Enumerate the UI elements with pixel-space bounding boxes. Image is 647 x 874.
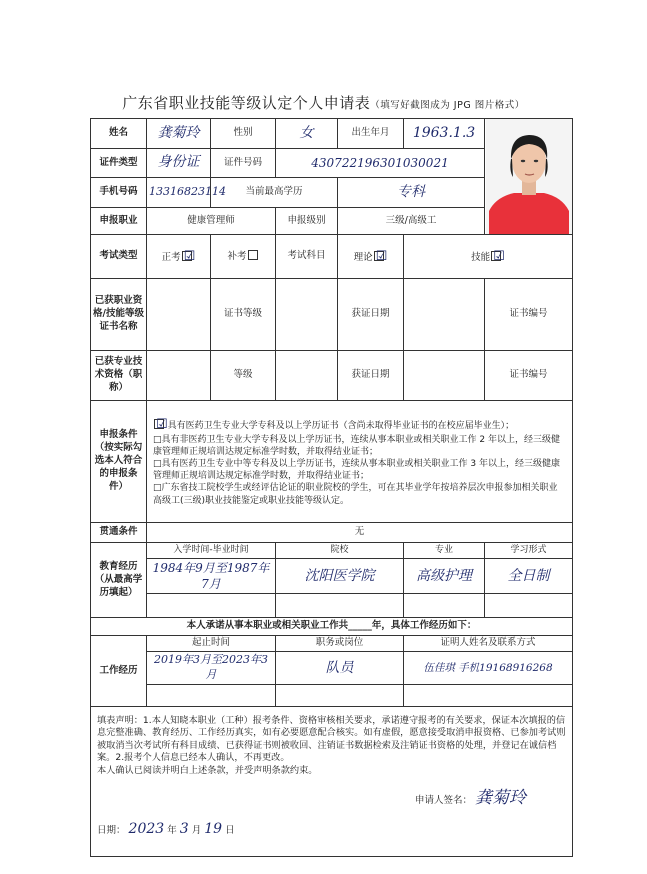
subject-skill-option bbox=[404, 235, 573, 279]
major-value: 高级护理 bbox=[404, 559, 485, 594]
edu-empty-cell bbox=[485, 594, 573, 618]
name-label: 姓名 bbox=[91, 119, 147, 149]
date-line bbox=[97, 820, 566, 839]
grade-label: 等级 bbox=[211, 351, 276, 401]
condition-item bbox=[153, 482, 566, 506]
level-label: 申报级别 bbox=[276, 207, 338, 234]
condition-checkbox: □ bbox=[153, 434, 162, 445]
study-mode-value: 全日制 bbox=[485, 559, 573, 594]
edu-history-label: 教育经历（从最高学历填起） bbox=[91, 543, 147, 618]
work-empty-cell bbox=[147, 685, 276, 707]
skill-tick-mark: ☑ bbox=[493, 248, 505, 264]
id-type-label: 证件类型 bbox=[91, 148, 147, 178]
declaration-confirm: 本人确认已阅读并明白上述条款，并受声明条款约束。 bbox=[97, 764, 318, 776]
condition-item bbox=[153, 458, 566, 482]
theory-tick-mark: ☑ bbox=[375, 248, 388, 264]
signature-label: 申请人签名： bbox=[414, 795, 472, 807]
work-period-header: 起止时间 bbox=[147, 636, 276, 652]
work-label: 工作经历 bbox=[91, 636, 147, 707]
exam-type-label: 考试类型 bbox=[91, 235, 147, 279]
tech-no-label: 证书编号 bbox=[485, 351, 573, 401]
table-row bbox=[91, 652, 573, 685]
condition-item bbox=[153, 434, 566, 458]
date-day: 19 bbox=[204, 821, 223, 838]
cert-level-label: 证书等级 bbox=[211, 279, 276, 351]
through-value: 无 bbox=[147, 523, 573, 543]
name-value: 龚菊玲 bbox=[147, 119, 211, 149]
position-value: 队员 bbox=[276, 652, 404, 685]
position-header: 职务或岗位 bbox=[276, 636, 404, 652]
grade-value bbox=[276, 351, 338, 401]
cert-no-label: 证书编号 bbox=[485, 279, 573, 351]
edu-empty-cell bbox=[276, 594, 404, 618]
cert-quals-value bbox=[147, 279, 211, 351]
signature-line bbox=[97, 787, 566, 810]
edu-empty-cell bbox=[404, 594, 485, 618]
gender-value: 女 bbox=[276, 119, 338, 149]
declaration bbox=[91, 707, 573, 857]
tech-date-value bbox=[404, 351, 485, 401]
id-no-label: 证件号码 bbox=[211, 148, 276, 178]
declaration-text: 填表声明：1.本人知晓本职业（工种）报考条件、资格审核相关要求，承诺遵守报考的有关要求，保证本次填报的信息完整准确、教育经历、工作经历真实，如有必要愿意配合核实。如有虚假，愿意接受取消申报资格、已参加考试则被取消当次考试所有科目成绩、已获得证书则被收回、注销证书数据检索及注销证书资格的处理，并登记在诚信档案。2.报考个人信息已经本人确认，不再更改。 bbox=[97, 715, 566, 764]
tech-quals-label: 已获专业技术资格（职称） bbox=[91, 351, 147, 401]
title-note: （填写好截图成为 JPG 图片格式） bbox=[370, 100, 525, 111]
regular-label: 正考 bbox=[161, 251, 181, 263]
application-form bbox=[90, 118, 573, 857]
condition-text: 广东省技工院校学生或经评估论证的职业院校的学生，可在其毕业学年按培养层次申报参加相关职业高级工(三级)职业技能鉴定或职业技能等级认定。 bbox=[153, 483, 558, 506]
makeup-label: 补考 bbox=[227, 250, 247, 262]
tech-quals-value bbox=[147, 351, 211, 401]
birth-label: 出生年月 bbox=[338, 119, 404, 149]
applicant-photo bbox=[486, 119, 572, 234]
work-empty-cell bbox=[404, 685, 573, 707]
occupation-value: 健康管理师 bbox=[147, 207, 276, 234]
title-text: 广东省职业技能等级认定个人申请表 bbox=[122, 94, 371, 112]
regular-tick-mark: ☑ bbox=[183, 248, 196, 264]
witness-value: 伍佳琪 手机19168916268 bbox=[404, 652, 573, 685]
date-month: 3 bbox=[179, 821, 189, 838]
day-unit: 日 bbox=[225, 825, 235, 837]
id-no-value: 430722196301030021 bbox=[276, 148, 485, 178]
witness-header: 证明人姓名及联系方式 bbox=[404, 636, 573, 652]
cert-level-value bbox=[276, 279, 338, 351]
exam-regular-option bbox=[147, 235, 211, 279]
theory-label: 理论 bbox=[353, 251, 373, 263]
photo-cell bbox=[485, 119, 573, 235]
condition-text: 具有医药卫生专业大学专科及以上学历证书（含尚未取得毕业证书的在校应届毕业生）； bbox=[167, 421, 515, 432]
school-value: 沈阳医学院 bbox=[276, 559, 404, 594]
edu-empty-cell bbox=[147, 594, 276, 618]
major-header: 专业 bbox=[404, 543, 485, 559]
form-title bbox=[0, 92, 647, 113]
phone-label: 手机号码 bbox=[91, 178, 147, 208]
study-mode-header: 学习形式 bbox=[485, 543, 573, 559]
occupation-label: 申报职业 bbox=[91, 207, 147, 234]
phone-value: 13316823114 bbox=[147, 178, 211, 208]
subject-label: 考试科目 bbox=[276, 235, 338, 279]
month-unit: 月 bbox=[191, 825, 202, 837]
date-year: 2023 bbox=[128, 821, 165, 838]
cert-date-value bbox=[404, 279, 485, 351]
conditions-list bbox=[147, 401, 573, 523]
cert-date-label: 获证日期 bbox=[338, 279, 404, 351]
condition-text: 具有医药卫生专业中等专科及以上学历证书，连续从事本职业或相关职业工作 3 年以上，经三级健康管理师正规培训达规定标准学时数，并取得结业证书； bbox=[153, 459, 560, 482]
gender-label: 性别 bbox=[211, 119, 276, 149]
level-value: 三级/高级工 bbox=[338, 207, 485, 234]
date-label: 日期： bbox=[97, 825, 126, 837]
edu-label: 当前最高学历 bbox=[211, 178, 338, 208]
edu-period-header: 入学时间-毕业时间 bbox=[147, 543, 276, 559]
cert-quals-label: 已获职业资格/技能等级证书名称 bbox=[91, 279, 147, 351]
condition-item bbox=[153, 416, 566, 434]
id-type-value: 身份证 bbox=[147, 148, 211, 178]
tech-date-label: 获证日期 bbox=[338, 351, 404, 401]
table-row bbox=[91, 559, 573, 594]
applicant-signature: 龚菊玲 bbox=[475, 788, 526, 809]
cond-label: 申报条件（按实际勾选本人符合的申报条件） bbox=[91, 401, 147, 523]
edu-period-value: 1984年9月至1987年7月 bbox=[147, 559, 276, 594]
subject-theory-option bbox=[338, 235, 404, 279]
condition-text: 具有非医药卫生专业大学专科及以上学历证书，连续从事本职业或相关职业工作 2 年以上，经三级健康管理师正规培训达规定标准学时数，并取得结业证书； bbox=[153, 434, 560, 457]
condition-checkbox: □ bbox=[153, 459, 162, 470]
condition-checkbox: □ bbox=[153, 483, 162, 494]
work-empty-cell bbox=[276, 685, 404, 707]
exam-makeup-option bbox=[211, 235, 276, 279]
makeup-checkbox bbox=[248, 250, 258, 260]
edu-value: 专科 bbox=[338, 178, 485, 208]
birth-value: 1963.1.3 bbox=[404, 119, 485, 149]
skill-label: 技能 bbox=[471, 251, 491, 263]
commitment-line: 本人承诺从事本职业或相关职业工作共_____年，具体工作经历如下： bbox=[91, 618, 573, 636]
work-period-value: 2019年3月至2023年3月 bbox=[147, 652, 276, 685]
school-header: 院校 bbox=[276, 543, 404, 559]
condition-tick-mark: ☑ bbox=[156, 417, 168, 433]
through-label: 贯通条件 bbox=[91, 523, 147, 543]
year-unit: 年 bbox=[167, 825, 177, 837]
